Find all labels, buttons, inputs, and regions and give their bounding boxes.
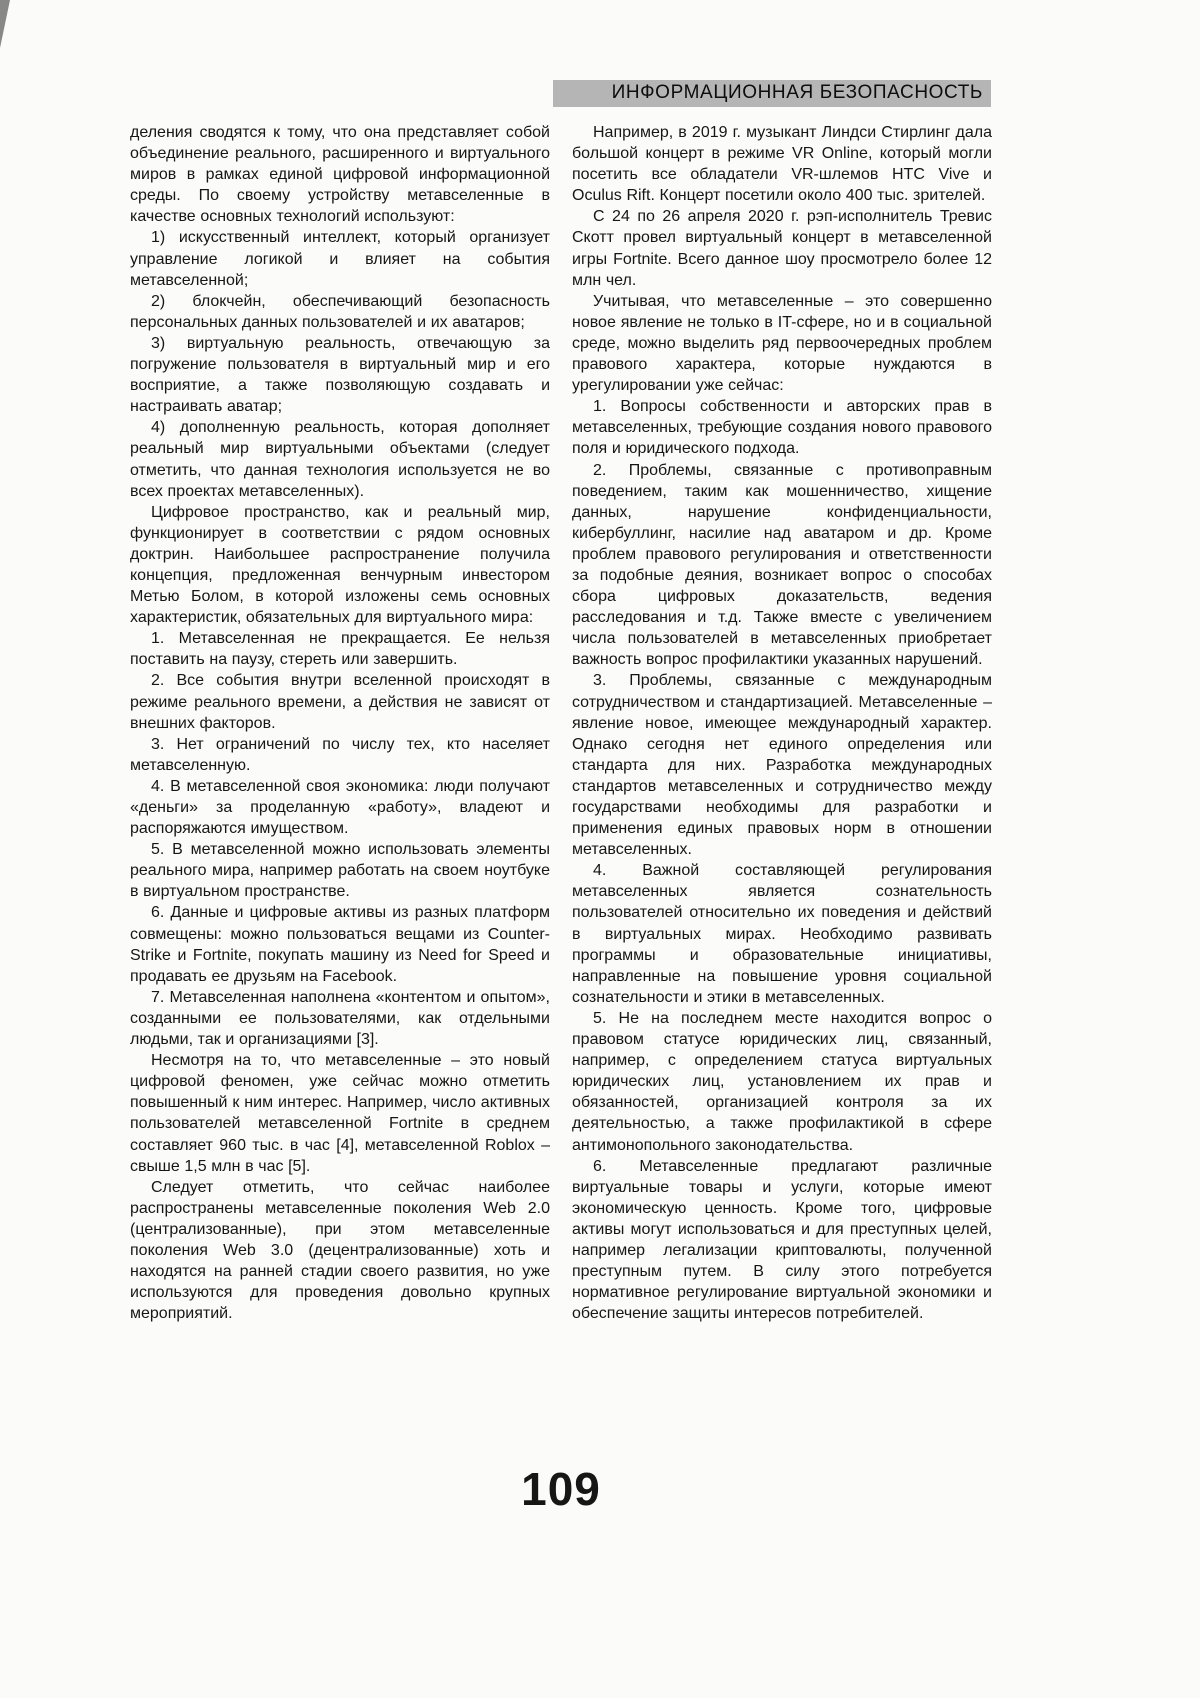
paragraph: 6. Данные и цифровые активы из разных платформ совмещены: можно пользоваться вещами из Counter-Strike и Fortnite, покупать машину из Need for Speed и продавать ее друзьям на Facebook. bbox=[130, 904, 550, 985]
paragraph: 1) искусственный интеллект, который организует управление логикой и влияет на события метавселенной; bbox=[130, 229, 550, 289]
paragraph: 3. Нет ограничений по числу тех, кто населяет метавселенную. bbox=[130, 735, 550, 774]
paragraph: С 24 по 26 апреля 2020 г. рэп-исполнитель Тревис Скотт провел виртуальный концерт в метавселенной игры Fortnite. Всего данное шоу просмотрело более 12 млн чел. bbox=[572, 208, 992, 289]
paragraph: 2. Все события внутри вселенной происходят в режиме реального времени, а действия не зависят от внешних факторов. bbox=[130, 672, 550, 732]
paragraph: 3) виртуальную реальность, отвечающую за погружение пользователя в виртуальный мир и его восприятие, а также позволяющую создавать и настраивать аватар; bbox=[130, 334, 550, 416]
paragraph: 4. Важной составляющей регулирования метавселенных является сознательность пользователей относительно их поведения и действий в виртуальных мирах. Необходимо развивать программы и образовательные инициативы, направленные на повышение уровня социальной сознательности и этики в метавселенных. bbox=[572, 862, 992, 1006]
scan-artifact bbox=[0, 0, 10, 48]
paragraph: 2) блокчейн, обеспечивающий безопасность персональных данных пользователей и их аватаров; bbox=[130, 292, 550, 331]
paragraph: деления сводятся к тому, что она представляет собой объединение реального, расширенного и виртуального миров в рамках единой цифровой информационной среды. По своему устройству метавселенные в качестве основных технологий используют: bbox=[130, 124, 550, 226]
paragraph: Учитывая, что метавселенные – это совершенно новое явление не только в IT-сфере, но и в социальной среде, можно выделить ряд первоочередных проблем правового характера, которые нуждаются в урегулировании уже сейчас: bbox=[572, 292, 992, 395]
section-header bbox=[553, 80, 991, 107]
paragraph: 5. В метавселенной можно использовать элементы реального мира, например работать на своем ноутбуке в виртуальном пространстве. bbox=[130, 841, 550, 901]
column-left bbox=[130, 122, 550, 1324]
paragraph: 5. Не на последнем месте находится вопрос о правовом статусе юридических лиц, связанный, например, с определением статуса виртуальных юридических лиц, установлением их прав и обязанностей, организацией контроля за их деятельностью, а также профилактикой в сфере антимонопольного законодательства. bbox=[572, 1009, 992, 1154]
paragraph: 1. Метавселенная не прекращается. Ее нельзя поставить на паузу, стереть или завершить. bbox=[130, 630, 550, 669]
paragraph: 4) дополненную реальность, которая дополняет реальный мир виртуальными объектами (следует отметить, что данная технология используется не во всех проектах метавселенных). bbox=[130, 419, 550, 500]
article-body bbox=[130, 122, 992, 1324]
paragraph: Несмотря на то, что метавселенные – это новый цифровой феномен, уже сейчас можно отметить повышенный к ним интерес. Например, число активных пользователей метавселенной Fortnite в среднем составляет 960 тыс. в час [4], метавселенной Roblox – свыше 1,5 млн в час [5]. bbox=[130, 1052, 550, 1175]
paragraph: Следует отметить, что сейчас наиболее распространены метавселенные поколения Web 2.0 (централизованные), при этом метавселенные поколения Web 3.0 (децентрализованные) хоть и находятся на ранней стадии своего развития, но уже используются для проведения довольно крупных мероприятий. bbox=[130, 1178, 550, 1323]
paragraph: 3. Проблемы, связанные с международным сотрудничеством и стандартизацией. Метавселенные – явление новое, имеющее международный характер. Однако сегодня нет единого определения или стандарта для них. Разработка международных стандартов метавселенных и сотрудничество между государствами необходимы для разработки и применения единых правовых норм в отношении метавселенных. bbox=[572, 672, 992, 859]
paragraph: 2. Проблемы, связанные с противоправным поведением, таким как мошенничество, хищение данных, нарушение конфиденциальности, кибербуллинг, насилие над аватаром и др. Кроме проблем правового регулирования и ответственности за подобные деяния, возникает вопрос о способах сбора цифровых доказательств, ведения расследования и т.д. Также вместе с увеличением числа пользователей в метавселенных приобретает важность вопрос профилактики указанных нарушений. bbox=[572, 461, 992, 669]
column-right bbox=[572, 122, 992, 1324]
paragraph: 7. Метавселенная наполнена «контентом и опытом», созданными ее пользователями, как отдельными людьми, так и организациями [3]. bbox=[130, 988, 550, 1049]
section-header-label: ИНФОРМАЦИОННАЯ БЕЗОПАСНОСТЬ bbox=[611, 81, 983, 103]
page-number: 109 bbox=[521, 1463, 601, 1515]
paragraph: 4. В метавселенной своя экономика: люди получают «деньги» за проделанную «работу», владеют и распоряжаются имуществом. bbox=[130, 777, 550, 838]
paragraph: Цифровое пространство, как и реальный мир, функционирует в соответствии с рядом основных доктрин. Наибольшее распространение получила концепция, предложенная венчурным инвестором Метью Болом, в которой изложены семь основных характеристик, обязательных для виртуального мира: bbox=[130, 503, 550, 627]
paragraph: 6. Метавселенные предлагают различные виртуальные товары и услуги, которые имеют экономическую ценность. Кроме того, цифровые активы могут использоваться и для преступных целей, например легализации криптовалюты, полученной преступным путем. В силу этого потребуется нормативное регулирование виртуальной экономики и обеспечение защиты интересов потребителей. bbox=[572, 1157, 992, 1323]
paragraph: 1. Вопросы собственности и авторских прав в метавселенных, требующие создания нового правового поля и юридического подхода. bbox=[572, 398, 992, 458]
paragraph: Например, в 2019 г. музыкант Линдси Стирлинг дала большой концерт в режиме VR Online, который могли посетить все обладатели VR-шлемов HTC Vive и Oculus Rift. Концерт посетили около 400 тыс. зрителей. bbox=[572, 124, 992, 205]
